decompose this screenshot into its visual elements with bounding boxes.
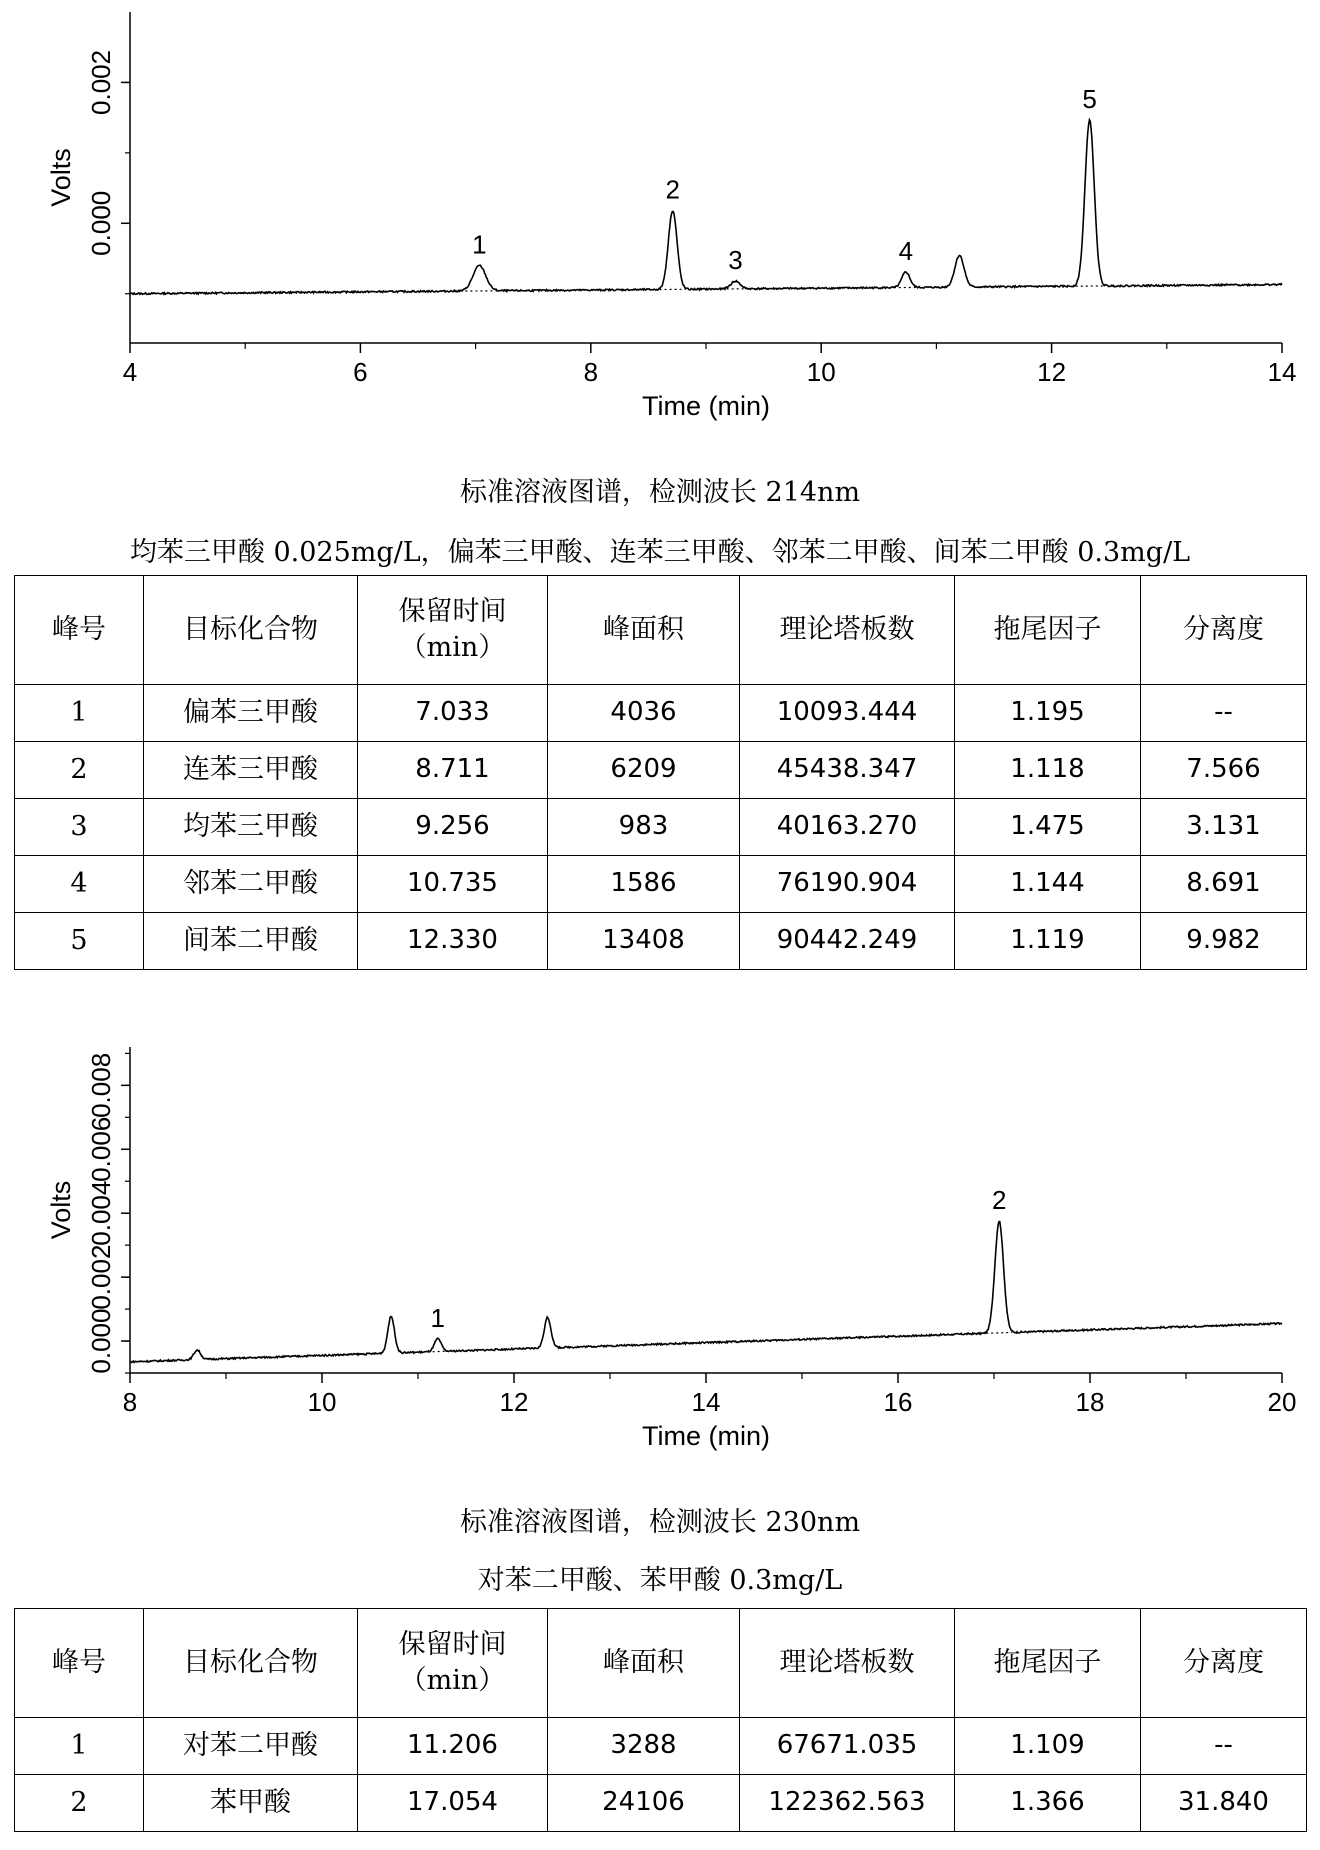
- table-cell: 40163.270: [740, 799, 955, 856]
- table-cell: 1586: [548, 856, 740, 913]
- results-table-230nm: [14, 1608, 1307, 1832]
- results-table-214nm: [14, 575, 1307, 970]
- x-tick-label: 10: [307, 1387, 337, 1417]
- x-tick-label: 4: [122, 357, 138, 387]
- table-cell: 17.054: [358, 1775, 548, 1832]
- column-header: 理论塔板数: [740, 576, 955, 685]
- table-cell: 1.119: [955, 913, 1141, 970]
- table-header-row: [15, 576, 1307, 685]
- table-cell: 13408: [548, 913, 740, 970]
- x-axis-label: Time (min): [642, 391, 770, 421]
- table-cell: 2: [15, 742, 144, 799]
- x-axis-label: Time (min): [642, 1421, 770, 1451]
- column-header: 峰号: [15, 576, 144, 685]
- table-cell: --: [1141, 1718, 1307, 1775]
- table-cell: 1.109: [955, 1718, 1141, 1775]
- table-cell: 45438.347: [740, 742, 955, 799]
- chromatogram-trace: [130, 120, 1282, 295]
- table-cell: 7.566: [1141, 742, 1307, 799]
- table-cell: 连苯三甲酸: [144, 742, 358, 799]
- table-cell: 8.711: [358, 742, 548, 799]
- x-tick-label: 10: [806, 357, 836, 387]
- x-tick-label: 18: [1075, 1387, 1105, 1417]
- table-cell: 间苯二甲酸: [144, 913, 358, 970]
- table-cell: 24106: [548, 1775, 740, 1832]
- table-cell: 6209: [548, 742, 740, 799]
- y-tick-label: 0.000: [86, 190, 116, 256]
- table-cell: 11.206: [358, 1718, 548, 1775]
- table-cell: 3: [15, 799, 144, 856]
- y-axis-label: Volts: [46, 148, 76, 207]
- table-cell: 苯甲酸: [144, 1775, 358, 1832]
- table-cell: 31.840: [1141, 1775, 1307, 1832]
- y-axis-label: Volts: [46, 1180, 76, 1240]
- table-cell: 9.256: [358, 799, 548, 856]
- column-header: 峰号: [15, 1609, 144, 1718]
- column-header: 峰面积: [548, 576, 740, 685]
- table-row: [15, 1775, 1307, 1832]
- table-cell: 10093.444: [740, 685, 955, 742]
- column-header: 分离度: [1141, 1609, 1307, 1718]
- column-header: 峰面积: [548, 1609, 740, 1718]
- table-cell: 67671.035: [740, 1718, 955, 1775]
- column-header: 拖尾因子: [955, 576, 1141, 685]
- chromatogram-214nm: [0, 0, 1320, 440]
- table-row: [15, 742, 1307, 799]
- table-cell: 7.033: [358, 685, 548, 742]
- column-header: 目标化合物: [144, 576, 358, 685]
- peak-label: 2: [991, 1185, 1007, 1216]
- table-cell: 3.131: [1141, 799, 1307, 856]
- x-tick-label: 14: [691, 1387, 721, 1417]
- peak-label: 2: [665, 174, 680, 205]
- table-row: [15, 913, 1307, 970]
- table-cell: 偏苯三甲酸: [144, 685, 358, 742]
- x-tick-label: 14: [1267, 357, 1297, 387]
- peak-label: 5: [1082, 83, 1097, 114]
- peak-label: 1: [472, 229, 487, 260]
- y-tick-label: 0.002: [86, 49, 116, 115]
- peak-integration-baseline: [986, 1332, 1012, 1333]
- table-cell: 1.366: [955, 1775, 1141, 1832]
- table-cell: --: [1141, 685, 1307, 742]
- x-tick-label: 8: [122, 1387, 138, 1417]
- table-cell: 12.330: [358, 913, 548, 970]
- table-cell: 5: [15, 913, 144, 970]
- column-header: 分离度: [1141, 576, 1307, 685]
- table-cell: 4: [15, 856, 144, 913]
- table-cell: 8.691: [1141, 856, 1307, 913]
- table-cell: 1: [15, 685, 144, 742]
- caption-214nm-concentrations: 均苯三甲酸 0.025mg/L，偏苯三甲酸、连苯三甲酸、邻苯二甲酸、间苯二甲酸 0.3mg/L: [129, 537, 1191, 568]
- x-tick-label: 20: [1267, 1387, 1297, 1417]
- table-cell: 983: [548, 799, 740, 856]
- column-header: 目标化合物: [144, 1609, 358, 1718]
- table-cell: 1: [15, 1718, 144, 1775]
- table-cell: 1.144: [955, 856, 1141, 913]
- table-cell: 邻苯二甲酸: [144, 856, 358, 913]
- table-cell: 均苯三甲酸: [144, 799, 358, 856]
- table-cell: 对苯二甲酸: [144, 1718, 358, 1775]
- column-header: 保留时间（min）: [358, 576, 548, 685]
- caption-230nm-concentrations: 对苯二甲酸、苯甲酸 0.3mg/L: [477, 1565, 843, 1596]
- x-tick-label: 12: [1037, 357, 1067, 387]
- table-cell: 90442.249: [740, 913, 955, 970]
- table-cell: 10.735: [358, 856, 548, 913]
- table-row: [15, 799, 1307, 856]
- column-header: 理论塔板数: [740, 1609, 955, 1718]
- table-cell: 76190.904: [740, 856, 955, 913]
- y-tick-label: 0.000: [86, 1308, 116, 1374]
- table-cell: 1.475: [955, 799, 1141, 856]
- x-tick-label: 16: [883, 1387, 913, 1417]
- x-tick-label: 12: [499, 1387, 529, 1417]
- y-tick-label: 0.008: [86, 1052, 116, 1118]
- table-cell: 3288: [548, 1718, 740, 1775]
- table-cell: 122362.563: [740, 1775, 955, 1832]
- y-tick-label: 0.004: [86, 1180, 116, 1246]
- table-cell: 1.195: [955, 685, 1141, 742]
- y-tick-label: 0.006: [86, 1116, 116, 1182]
- x-tick-label: 8: [583, 357, 599, 387]
- peak-label: 3: [728, 245, 743, 276]
- table-row: [15, 856, 1307, 913]
- peak-label: 4: [898, 236, 914, 267]
- table-cell: 2: [15, 1775, 144, 1832]
- table-cell: 9.982: [1141, 913, 1307, 970]
- chromatogram-trace: [130, 1222, 1282, 1363]
- table-cell: 4036: [548, 685, 740, 742]
- caption-230nm-title: 标准溶液图谱，检测波长 230nm: [459, 1507, 861, 1538]
- x-tick-label: 6: [353, 357, 368, 387]
- peak-label: 1: [430, 1302, 446, 1333]
- caption-214nm-title: 标准溶液图谱，检测波长 214nm: [459, 477, 861, 508]
- table-cell: 1.118: [955, 742, 1141, 799]
- chromatogram-230nm: [0, 1030, 1320, 1470]
- table-row: [15, 685, 1307, 742]
- column-header: 拖尾因子: [955, 1609, 1141, 1718]
- table-row: [15, 1718, 1307, 1775]
- y-tick-label: 0.002: [86, 1244, 116, 1310]
- table-header-row: [15, 1609, 1307, 1718]
- column-header: 保留时间（min）: [358, 1609, 548, 1718]
